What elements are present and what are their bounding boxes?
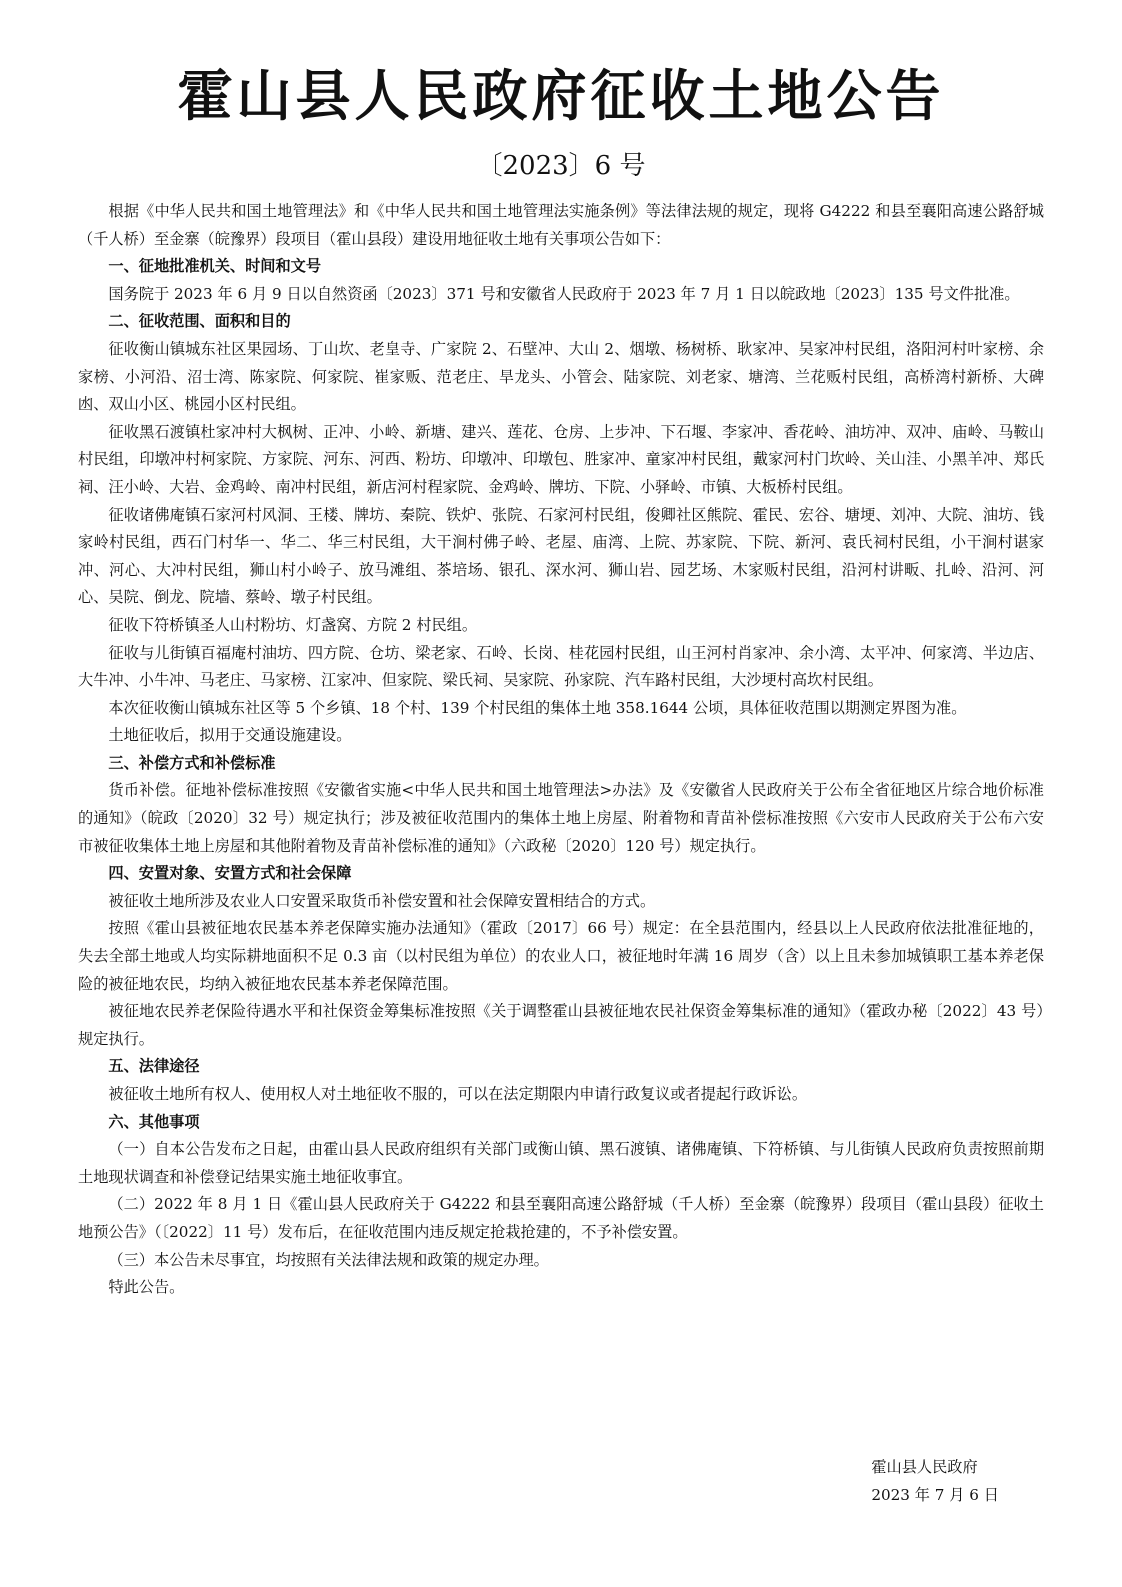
announcement-page	[78, 60, 1044, 1560]
section-heading: 三、补偿方式和补偿标准	[108, 753, 276, 772]
section-heading: 五、法律途径	[108, 1057, 200, 1076]
section-heading: 一、征地批准机关、时间和文号	[108, 257, 322, 276]
body-paragraph: 国务院于 2023 年 6 月 9 日以自然资函〔2023〕371 号和安徽省人民政府于 2023 年 7 月 1 日以皖政地〔2023〕135 号文件批准。	[108, 284, 1020, 303]
body-paragraph: 被征收土地所涉及农业人口安置采取货币补偿安置和社会保障安置相结合的方式。	[108, 891, 656, 910]
section-heading: 四、安置对象、安置方式和社会保障	[108, 864, 352, 883]
body-paragraph: 征收与儿街镇百福庵村油坊、四方院、仓坊、梁老家、石岭、长岗、桂花园村民组，山王河村肖家冲、余小湾、太平冲、何家湾、半边店、大牛冲、小牛冲、马老庄、马家榜、江家冲、但家院、梁氏祠、吴家院、孙家院、汽车路村民组，大沙埂村高坎村民组。	[78, 643, 1044, 690]
closing-paragraph: 特此公告。	[108, 1278, 185, 1297]
intro-paragraph: 根据《中华人民共和国土地管理法》和《中华人民共和国土地管理法实施条例》等法律法规的规定，现将 G4222 和县至襄阳高速公路舒城（千人桥）至金寨（皖豫界）段项目（霍山县段）建设用地征收土地有关事项公告如下：	[78, 202, 1044, 248]
body-paragraph: （二）2022 年 8 月 1 日《霍山县人民政府关于 G4222 和县至襄阳高速公路舒城（千人桥）至金寨（皖豫界）段项目（霍山县段）征收土地预公告》（〔2022〕11 号）发布后，在征收范围内违反规定抢栽抢建的，不予补偿安置。	[78, 1195, 1044, 1241]
body-paragraph: （三）本公告未尽事宜，均按照有关法律法规和政策的规定办理。	[108, 1250, 549, 1269]
section-heading: 六、其他事项	[108, 1112, 200, 1131]
issuer-name: 霍山县人民政府	[871, 1458, 978, 1476]
section-heading: 二、征收范围、面积和目的	[108, 312, 291, 331]
issue-date: 2023 年 7 月 6 日	[871, 1486, 999, 1504]
body-paragraph: 征收衡山镇城东社区果园场、丁山坎、老皇寺、广家院 2、石壁冲、大山 2、烟墩、杨树桥、耿家冲、吴家冲村民组，洛阳河村叶家榜、余家榜、小河沿、沼士湾、陈家院、何家院、崔家贩、范老庄、旱龙头、小管会、陆家院、刘老家、塘湾、兰花贩村民组，高桥湾村新桥、大碑凼、双山小区、桃园小区村民组。	[78, 339, 1044, 414]
body-paragraph: 货币补偿。征地补偿标准按照《安徽省实施<中华人民共和国土地管理法>办法》及《安徽省人民政府关于公布全省征地区片综合地价标准的通知》（皖政〔2020〕32 号）规定执行；涉及被征收范围内的集体土地上房屋、附着物和青苗补偿标准按照《六安市人民政府关于公布六安市被征收集体土地上房屋和其他附着物及青苗补偿标准的通知》（六政秘〔2020〕120 号）规定执行。	[78, 781, 1044, 855]
body-paragraph: 本次征收衡山镇城东社区等 5 个乡镇、18 个村、139 个村民组的集体土地 358.1644 公顷，具体征收范围以期测定界图为准。	[108, 698, 967, 717]
body-paragraph: 被征收土地所有权人、使用权人对土地征收不服的，可以在法定期限内申请行政复议或者提起行政诉讼。	[108, 1085, 808, 1103]
body-paragraph: 按照《霍山县被征地农民基本养老保障实施办法通知》（霍政〔2017〕66 号）规定：在全县范围内，经县以上人民政府依法批准征地的，失去全部土地或人均实际耕地面积不足 0.3 亩（以村民组为单位）的农业人口，被征地时年满 16 周岁（含）以上且未参加城镇职工基本养老保险的被征地农民，均纳入被征地农民基本养老保障范围。	[78, 919, 1044, 993]
announcement-body	[78, 198, 1044, 1302]
body-paragraph: 征收下符桥镇圣人山村粉坊、灯盏窝、方院 2 村民组。	[108, 615, 478, 634]
body-paragraph: （一）自本公告发布之日起，由霍山县人民政府组织有关部门或衡山镇、黑石渡镇、诸佛庵镇、下符桥镇、与儿街镇人民政府负责按照前期土地现状调查和补偿登记结果实施土地征收事宜。	[78, 1140, 1044, 1186]
page-title: 霍山县人民政府征收土地公告	[177, 64, 945, 128]
body-paragraph: 征收黑石渡镇杜家冲村大枫树、正冲、小岭、新塘、建兴、莲花、仓房、上步冲、下石堰、李家冲、香花岭、油坊冲、双冲、庙岭、马鞍山村民组，印墩冲村柯家院、方家院、河东、河西、粉坊、印墩冲、印墩包、胜家冲、童家冲村民组，戴家河村门坎岭、关山洼、小黑羊冲、郑氏祠、汪小岭、大岩、金鸡岭、南冲村民组，新店河村程家院、金鸡岭、牌坊、下院、小驿岭、市镇、大板桥村民组。	[78, 422, 1044, 496]
signature-block	[871, 1453, 999, 1509]
body-paragraph: 土地征收后，拟用于交通设施建设。	[108, 726, 352, 745]
body-paragraph: 征收诸佛庵镇石家河村风洞、王楼、牌坊、秦院、铁炉、张院、石家河村民组，俊卿社区熊院、霍民、宏谷、塘埂、刘冲、大院、油坊、钱家岭村民组，西石门村华一、华二、华三村民组，大干涧村佛子岭、老屋、庙湾、上院、苏家院、下院、新河、袁氏祠村民组，小干涧村谌家冲、河心、大冲村民组，狮山村小岭子、放马滩组、茶培场、银孔、深水河、狮山岩、园艺场、木家贩村民组，沿河村讲畈、扎岭、沿河、河心、吴院、倒龙、院墙、蔡岭、墩子村民组。	[78, 505, 1044, 607]
body-paragraph: 被征地农民养老保险待遇水平和社保资金筹集标准按照《关于调整霍山县被征地农民社保资金筹集标准的通知》（霍政办秘〔2022〕43 号）规定执行。	[78, 1002, 1044, 1048]
document-number: 〔2023〕6 号	[476, 151, 646, 181]
